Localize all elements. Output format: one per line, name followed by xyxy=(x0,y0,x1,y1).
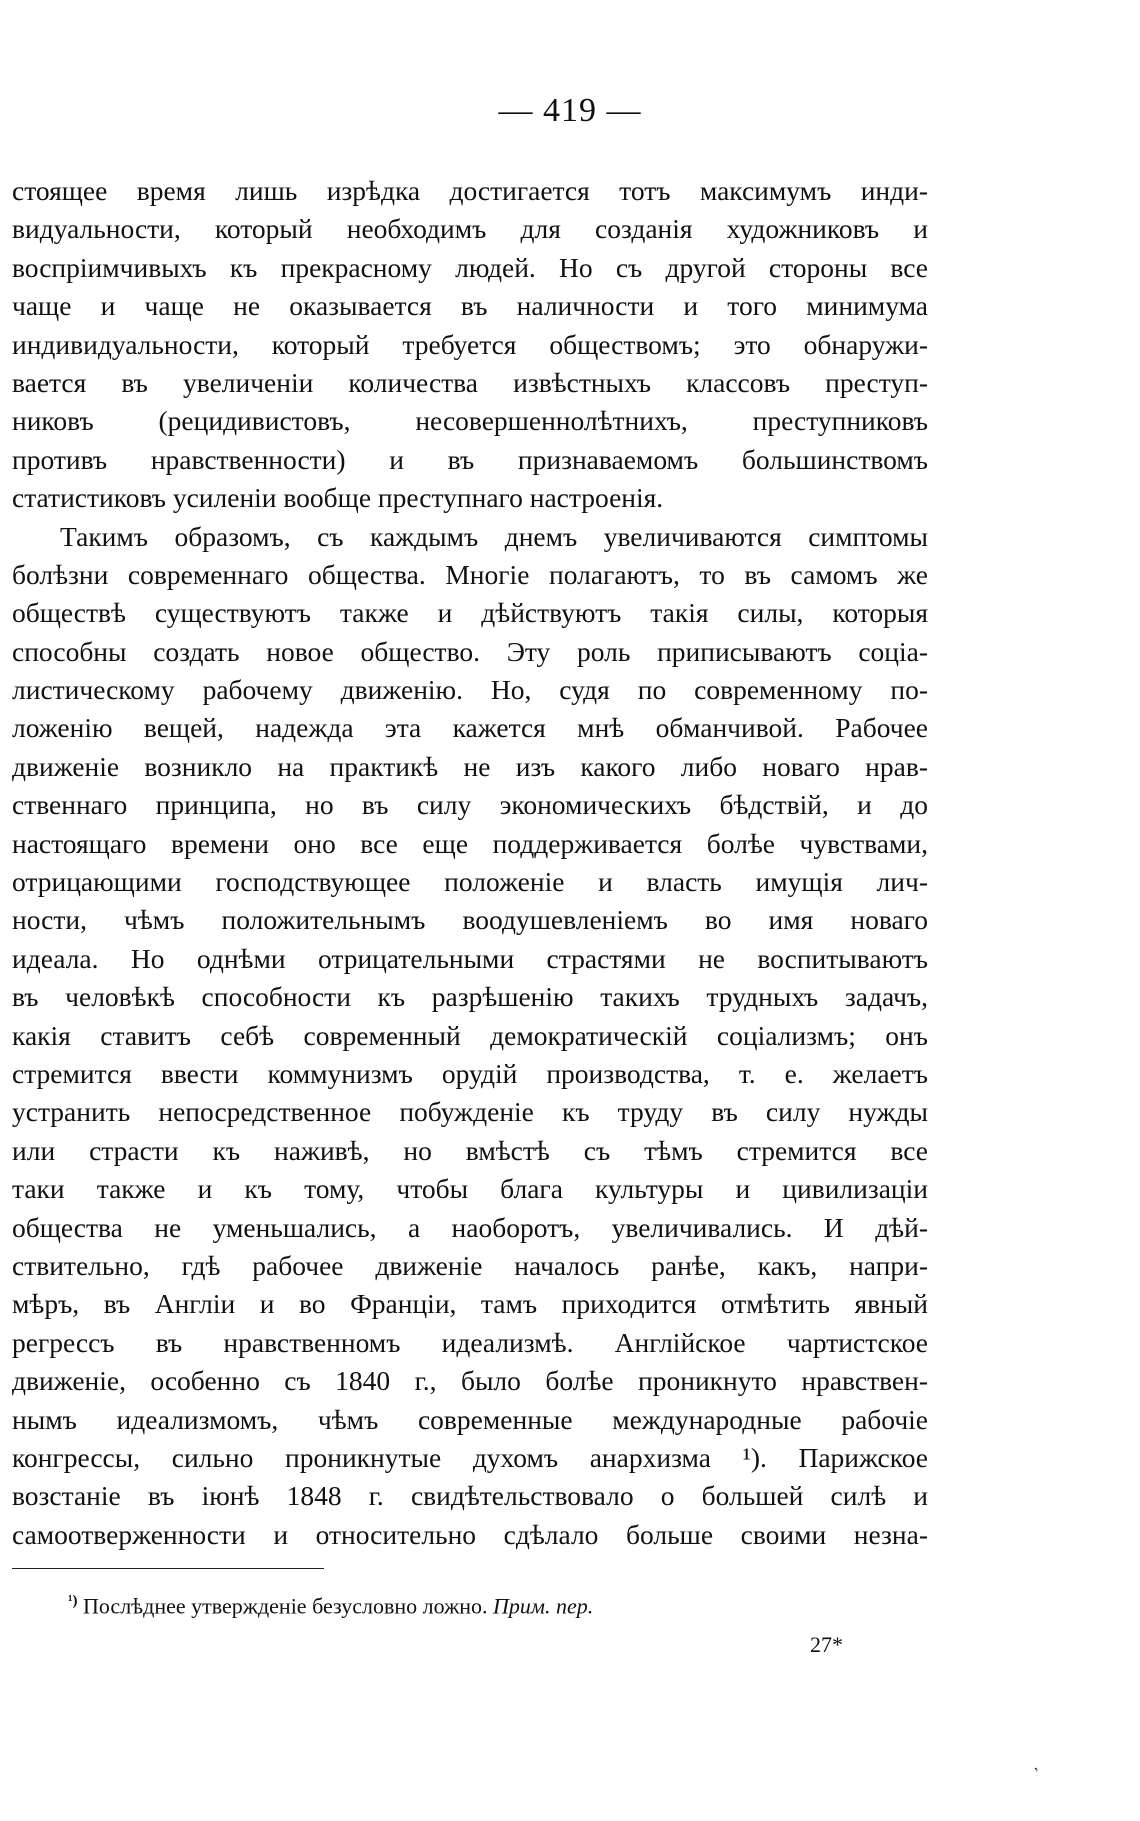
text-line: статистиковъ усиленіи вообще преступнаго настроенія. xyxy=(12,482,664,514)
body-text xyxy=(12,172,928,1554)
text-line: чаще и чаще не оказывается въ наличности и того минимума xyxy=(12,290,928,322)
text-line: ности, чѣмъ положительнымъ воодушевленіемъ во имя новаго xyxy=(12,904,928,936)
text-line: регрессъ въ нравственномъ идеализмѣ. Англійское чартистское xyxy=(12,1326,928,1358)
text-line: отрицающими господствующее положеніе и власть имущія лич- xyxy=(12,866,928,898)
text-line: движеніе возникло на практикѣ не изъ какого либо новаго нрав- xyxy=(12,750,928,782)
text-line: настоящаго времени оно все еще поддерживается болѣе чувствами, xyxy=(12,827,928,859)
text-line: индивидуальности, который требуется обществомъ; это обнаружи- xyxy=(12,328,928,360)
text-line: стремится ввести коммунизмъ орудій производства, т. е. желаетъ xyxy=(12,1057,928,1089)
printer-signature-mark: 27* xyxy=(810,1632,843,1657)
text-line: идеала. Но однѣми отрицательными страстями не воспитываютъ xyxy=(12,942,928,974)
text-line: противъ нравственности) и въ признаваемомъ большинствомъ xyxy=(12,443,928,475)
paragraph-1 xyxy=(12,172,928,518)
text-line: движеніе, особенно съ 1840 г., было болѣе проникнуто нравствен- xyxy=(12,1365,928,1397)
text-line: стоящее время лишь изрѣдка достигается тотъ максимумъ инди- xyxy=(12,175,928,206)
text-line: возстаніе въ іюнѣ 1848 г. свидѣтельствовало о большей силѣ и xyxy=(12,1480,928,1512)
text-line: воспріимчивыхъ къ прекрасному людей. Но съ другой стороны все xyxy=(12,251,928,283)
text-line: устранить непосредственное побужденіе къ труду въ силу нужды xyxy=(12,1096,928,1128)
text-line: таки также и къ тому, чтобы блага культуры и цивилизаціи xyxy=(12,1173,928,1205)
text-line: ственнаго принципа, но въ силу экономическихъ бѣдствій, и до xyxy=(12,789,928,821)
footnote xyxy=(68,1586,593,1621)
text-line: Такимъ образомъ, съ каждымъ днемъ увеличиваются симптомы xyxy=(60,520,928,552)
text-line: ствительно, гдѣ рабочее движеніе началось ранѣе, какъ, напри- xyxy=(12,1249,928,1281)
footnote-abbreviation: Прим. пер. xyxy=(493,1593,594,1619)
text-line: мѣръ, въ Англіи и во Франціи, тамъ приходится отмѣтить явный xyxy=(12,1288,928,1320)
text-line: болѣзни современнаго общества. Многіе полагаютъ, то въ самомъ же xyxy=(12,558,928,590)
text-line: никовъ (рецидивистовъ, несовершеннолѣтнихъ, преступниковъ xyxy=(12,405,928,437)
paragraph-2 xyxy=(12,518,928,1555)
text-line: ложенію вещей, надежда эта кажется мнѣ обманчивой. Рабочее xyxy=(12,712,928,744)
text-line: вается въ увеличеніи количества извѣстныхъ классовъ преступ- xyxy=(12,366,928,398)
text-line: способны создать новое общество. Эту роль приписываютъ соціа- xyxy=(12,635,928,667)
footnote-marker: ¹) xyxy=(68,1593,78,1609)
text-line: самоотверженности и относительно сдѣлало больше своими незна- xyxy=(12,1518,928,1550)
scan-speck: , xyxy=(1027,1757,1041,1774)
text-line: какія ставитъ себѣ современный демократическій соціализмъ; онъ xyxy=(12,1019,928,1051)
text-line: листическому рабочему движенію. Но, судя по современному по- xyxy=(12,674,928,706)
page-number: — 419 — xyxy=(498,92,642,129)
text-line: общества не уменьшались, а наоборотъ, увеличивались. И дѣй- xyxy=(12,1211,928,1243)
text-line: конгрессы, сильно проникнутые духомъ анархизма ¹). Парижское xyxy=(12,1441,928,1473)
text-line: или страсти къ наживѣ, но вмѣстѣ съ тѣмъ стремится все xyxy=(12,1134,928,1166)
text-line: нымъ идеализмомъ, чѣмъ современные международные рабочіе xyxy=(12,1403,928,1435)
footnote-rule xyxy=(12,1568,324,1569)
footnote-text: Послѣднее утвержденіе безусловно ложно. xyxy=(77,1593,494,1619)
text-line: видуальности, который необходимъ для созданія художниковъ и xyxy=(12,213,928,245)
text-line: обществѣ существуютъ также и дѣйствуютъ такія силы, которыя xyxy=(12,597,928,629)
text-line: въ человѣкѣ способности къ разрѣшенію такихъ трудныхъ задачъ, xyxy=(12,981,928,1013)
